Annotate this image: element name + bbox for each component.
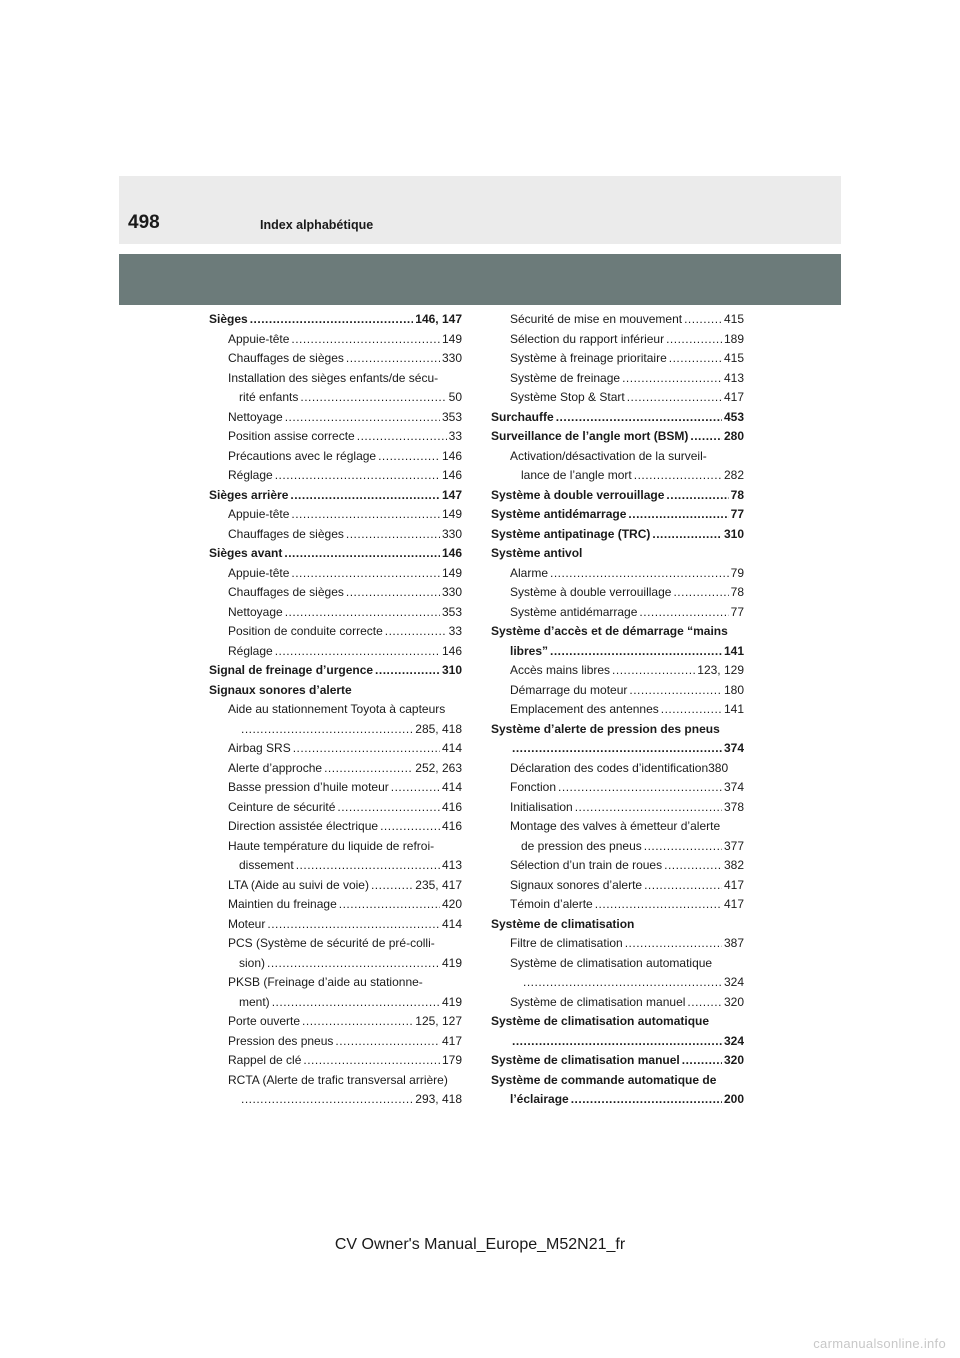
index-entry-term: Système de climatisation [491, 916, 635, 931]
index-entry-term: Système de freinage [510, 370, 621, 385]
index-entry-term: Pression des pneus [228, 1033, 334, 1048]
index-entry-term: Montage des valves à émetteur d’alerte [510, 819, 721, 833]
dot-leader [291, 505, 440, 525]
index-entry-term: Aide au stationnement Toyota à capteurs [228, 702, 446, 716]
index-entry-page: 353 [441, 604, 462, 619]
index-entry [491, 486, 744, 506]
index-entry [209, 369, 462, 389]
dot-leader [556, 408, 722, 428]
dot-leader [346, 583, 440, 603]
index-entry [491, 1090, 744, 1110]
dot-leader [639, 603, 728, 623]
index-entry-page: 146, 147 [415, 312, 462, 326]
index-entry-term: Nettoyage [228, 604, 283, 619]
index-entry-term: Sécurité de mise en mouvement [510, 312, 683, 326]
index-entry-term: Signaux sonores d’alerte [510, 877, 643, 892]
index-entry-page: 387 [723, 936, 744, 950]
dot-leader [595, 895, 722, 915]
index-entry-term: Fonction [510, 780, 557, 794]
index-entry-page: 149 [441, 331, 462, 346]
index-entry-term: Témoin d’alerte [510, 897, 593, 911]
index-entry-term: ment) [239, 994, 270, 1009]
index-entry-page: 50 [448, 390, 462, 404]
dot-leader [335, 1032, 440, 1052]
dot-leader [300, 388, 446, 408]
index-entry-term: Direction assistée électrique [228, 819, 379, 833]
index-entry [209, 505, 462, 525]
index-entry-term: PCS (Système de sécurité de pré-colli- [228, 936, 435, 950]
index-entry [491, 447, 744, 467]
index-entry [491, 369, 744, 389]
index-entry [491, 661, 744, 681]
index-entry-term: Chauffages de sièges [228, 351, 344, 365]
index-entry [491, 993, 744, 1013]
index-entry-term: Sélection du rapport inférieur [510, 331, 665, 346]
index-entry [491, 739, 744, 759]
index-entry-page: 413 [441, 858, 462, 872]
index-entry [491, 349, 744, 369]
index-entry [209, 408, 462, 428]
index-entry-term: Signaux sonores d’alerte [209, 682, 352, 697]
index-entry-page: 330 [441, 351, 462, 365]
index-entry-term: Accès mains libres [510, 663, 611, 677]
index-entry [491, 700, 744, 720]
index-entry-term: Système de climatisation manuel [510, 994, 686, 1009]
index-entry-term: Sièges arrière [209, 487, 289, 502]
index-entry [209, 330, 462, 350]
index-entry [491, 973, 744, 993]
dot-leader [272, 993, 440, 1013]
index-entry [209, 622, 462, 642]
index-entry [491, 622, 744, 642]
index-entry [209, 447, 462, 467]
index-entry-term: Alerte d’approche [228, 760, 323, 775]
dot-leader [378, 447, 440, 467]
index-entry [209, 954, 462, 974]
index-entry-page: 146 [441, 546, 462, 560]
index-entry [209, 759, 462, 779]
dot-leader [625, 934, 722, 954]
dot-leader [291, 564, 440, 584]
index-entry [209, 466, 462, 486]
index-entry [491, 817, 744, 837]
dot-leader [550, 642, 722, 662]
index-entry [491, 798, 744, 818]
index-entry-page: 252, 263 [415, 760, 462, 775]
index-entry-term: PKSB (Freinage d’aide au stationne- [228, 975, 423, 989]
dot-leader [291, 330, 440, 350]
index-entry-page: 419 [441, 955, 462, 970]
index-entry-page: 149 [441, 565, 462, 580]
index-entry [491, 1051, 744, 1071]
dot-leader [296, 856, 440, 876]
index-entry-page: 382 [723, 858, 744, 872]
index-entry-term: Maintien du freinage [228, 897, 337, 911]
watermark: carmanualsonline.info [813, 1336, 946, 1351]
index-entry-term: Haute température du liquide de refroi- [228, 838, 435, 853]
index-entry [209, 720, 462, 740]
index-entry-page: 125, 127 [415, 1014, 462, 1028]
index-entry-term: Porte ouverte [228, 1014, 301, 1028]
index-entry [491, 603, 744, 623]
index-entry [491, 1032, 744, 1052]
dot-leader [337, 798, 440, 818]
index-entry-term: Alarme [510, 565, 549, 580]
dot-leader [550, 564, 729, 584]
index-entry [209, 603, 462, 623]
index-entry [491, 310, 744, 330]
dot-leader [324, 759, 413, 779]
index-entry [491, 427, 744, 447]
dot-leader [571, 1090, 722, 1110]
index-entry-page: 324 [723, 975, 744, 989]
index-entry-page: 320 [723, 994, 744, 1009]
dot-leader [293, 739, 440, 759]
index-entry-term: Système d’accès et de démarrage “mains [491, 624, 728, 638]
index-entry [491, 915, 744, 935]
index-entry [491, 934, 744, 954]
index-entry-term: Système de climatisation automatique [510, 955, 713, 970]
index-entry [491, 330, 744, 350]
index-entry-term: Position assise correcte [228, 429, 355, 443]
index-entry-term: Système de climatisation automatique [491, 1014, 710, 1028]
index-entry [491, 720, 744, 740]
index-entry-term: Airbag SRS [228, 741, 291, 755]
index-entry [209, 1051, 462, 1071]
dot-leader [690, 427, 722, 447]
index-entry [491, 466, 744, 486]
index-entry [491, 837, 744, 857]
index-entry-term: Précautions avec le réglage [228, 448, 377, 463]
index-entry-page: 149 [441, 507, 462, 521]
index-entry [209, 915, 462, 935]
dot-leader [612, 661, 695, 681]
index-entry-term: sion) [239, 955, 266, 970]
dot-leader [669, 349, 722, 369]
index-entry [209, 1032, 462, 1052]
dot-leader [684, 310, 722, 330]
dot-leader [682, 1051, 722, 1071]
index-entry-term: Système d’alerte de pression des pneus [491, 721, 720, 736]
dot-leader [391, 778, 440, 798]
dot-leader [512, 739, 722, 759]
index-entry [209, 388, 462, 408]
dot-leader [357, 427, 447, 447]
index-entry-term: Système à double verrouillage [491, 487, 665, 502]
dot-leader [267, 954, 440, 974]
index-entry-page: 453 [723, 409, 744, 424]
index-entry-term: Appuie-tête [228, 331, 290, 346]
index-entry-term: Système antipatinage (TRC) [491, 526, 651, 541]
index-entry-term: Démarrage du moteur [510, 682, 628, 697]
index-entry-page: 378 [723, 799, 744, 814]
dot-leader [290, 486, 440, 506]
index-entry-term: Surveillance de l’angle mort (BSM) [491, 429, 689, 443]
index-entry-term: Sièges [209, 312, 248, 326]
index-entry-page: 374 [723, 741, 744, 755]
index-entry [209, 661, 462, 681]
index-entry [209, 486, 462, 506]
dot-leader [666, 330, 722, 350]
index-entry [491, 954, 744, 974]
index-entry-term: dissement [239, 858, 294, 872]
index-entry [209, 739, 462, 759]
index-entry-term: Ceinture de sécurité [228, 799, 336, 814]
index-entry [209, 1071, 462, 1091]
index-entry [209, 544, 462, 564]
dot-leader [634, 466, 722, 486]
index-entry [491, 759, 744, 779]
dot-leader [346, 349, 440, 369]
index-entry-term: Système de climatisation manuel [491, 1053, 680, 1067]
index-entry-term: Position de conduite correcte [228, 624, 383, 638]
index-entry-term: Emplacement des antennes [510, 702, 659, 716]
index-entry-term: Système antidémarrage [491, 507, 627, 521]
index-entry-page: 416 [441, 819, 462, 833]
dot-leader [285, 408, 440, 428]
index-entry [491, 1012, 744, 1032]
dot-leader [661, 700, 722, 720]
dot-leader [644, 837, 722, 857]
index-entry-page: 414 [441, 916, 462, 931]
index-entry-term: Filtre de climatisation [510, 936, 623, 950]
index-entry-page: 282 [723, 468, 744, 482]
dot-leader [285, 603, 440, 623]
index-entry-page: 33 [448, 624, 462, 638]
index-entry-page: 330 [441, 585, 462, 599]
index-entry-term: Initialisation [510, 799, 573, 814]
index-entry-page: 146 [441, 468, 462, 482]
index-entry-page: 141 [723, 702, 744, 716]
dot-leader [629, 681, 722, 701]
index-entry [491, 583, 744, 603]
index-entry-page: 285, 418 [415, 721, 462, 736]
index-entry-page: 415 [723, 312, 744, 326]
index-entry-page: 79 [730, 565, 744, 580]
index-entry [209, 525, 462, 545]
index-entry-term: l’éclairage [510, 1092, 569, 1106]
index-entry [491, 544, 744, 564]
index-entry-term: libres” [510, 643, 549, 658]
dot-leader [275, 466, 440, 486]
index-entry [209, 564, 462, 584]
dot-leader [666, 486, 728, 506]
index-entry-term: Basse pression d’huile moteur [228, 780, 389, 794]
index-entry-page: 293, 418 [415, 1092, 462, 1106]
index-entry-term: Activation/désactivation de la surveil- [510, 448, 707, 463]
index-entry-term: Appuie-tête [228, 565, 290, 580]
index-entry [209, 681, 462, 701]
index-entry [209, 895, 462, 915]
dot-leader [558, 778, 722, 798]
index-entry-page: 77 [730, 604, 744, 619]
index-entry-term: Système antidémarrage [510, 604, 638, 619]
index-entry-term: de pression des pneus [521, 838, 642, 853]
index-entry-term: rité enfants [239, 390, 299, 404]
dot-leader [250, 310, 414, 330]
index-entry-page: 123, 129 [697, 663, 744, 677]
index-column-right [491, 310, 744, 1110]
index-entry-page: 417 [723, 877, 744, 892]
dot-leader [673, 583, 728, 603]
dot-leader [385, 622, 447, 642]
dot-leader [339, 895, 440, 915]
index-entry-page: 380 [708, 760, 729, 775]
index-entry-term: Réglage [228, 643, 273, 658]
index-entry-term: Réglage [228, 468, 273, 482]
index-entry-term: Nettoyage [228, 409, 283, 424]
index-entry-term: Chauffages de sièges [228, 585, 344, 599]
index-entry-page: 330 [441, 526, 462, 541]
index-entry-page: 189 [723, 331, 744, 346]
dot-leader [346, 525, 440, 545]
dot-leader [652, 525, 722, 545]
index-entry-page: 374 [723, 780, 744, 794]
index-entry-page: 324 [723, 1033, 744, 1048]
index-entry-page: 78 [730, 487, 744, 502]
index-entry-page: 280 [723, 429, 744, 443]
index-entry-term: Chauffages de sièges [228, 526, 344, 541]
index-entry [491, 876, 744, 896]
index-entry-page: 416 [441, 799, 462, 814]
dot-leader [628, 505, 728, 525]
index-entry [209, 427, 462, 447]
index-entry-term: Signal de freinage d’urgence [209, 663, 374, 677]
dot-leader [267, 915, 440, 935]
index-entry-page: 78 [730, 585, 744, 599]
section-banner [119, 254, 841, 305]
footer-manual-id: CV Owner's Manual_Europe_M52N21_fr [334, 1236, 626, 1253]
index-entry [491, 681, 744, 701]
dot-leader [380, 817, 440, 837]
index-entry [209, 700, 462, 720]
index-entry [491, 564, 744, 584]
dot-leader [284, 544, 440, 564]
index-entry [209, 778, 462, 798]
index-entry-page: 141 [723, 643, 744, 658]
section-title: Index alphabétique [260, 218, 374, 232]
index-entry-term: Système de commande automatique de [491, 1072, 717, 1087]
index-entry-term: Sélection d’un train de roues [510, 858, 663, 872]
index-entry-page: 180 [723, 682, 744, 697]
dot-leader [622, 369, 722, 389]
index-entry [209, 642, 462, 662]
dot-leader [687, 993, 722, 1013]
index-entry [491, 856, 744, 876]
index-entry-term: LTA (Aide au suivi de voie) [228, 877, 369, 892]
index-entry [209, 876, 462, 896]
index-entry [209, 349, 462, 369]
header-band [119, 176, 841, 244]
index-entry-page: 419 [441, 994, 462, 1009]
dot-leader [241, 720, 413, 740]
dot-leader [627, 388, 722, 408]
index-entry [209, 1012, 462, 1032]
dot-leader [664, 856, 722, 876]
index-entry-page: 353 [441, 409, 462, 424]
index-entry [491, 1071, 744, 1091]
index-entry-page: 417 [441, 1033, 462, 1048]
index-entry-term: Système à freinage prioritaire [510, 351, 667, 365]
index-entry-page: 146 [441, 448, 462, 463]
index-entry-page: 310 [441, 663, 462, 677]
index-entry-page: 146 [441, 643, 462, 658]
dot-leader [241, 1090, 413, 1110]
index-entry-page: 320 [723, 1053, 744, 1067]
index-entry [209, 973, 462, 993]
dot-leader [523, 973, 722, 993]
index-entry [209, 1090, 462, 1110]
dot-leader [371, 876, 413, 896]
index-entry-page: 235, 417 [415, 877, 462, 892]
index-entry-page: 377 [723, 838, 744, 853]
dot-leader [644, 876, 722, 896]
index-entry-term: Système antivol [491, 546, 583, 560]
index-entry [209, 934, 462, 954]
index-entry-page: 417 [723, 390, 744, 404]
page-number: 498 [128, 212, 160, 233]
dot-leader [375, 661, 440, 681]
index-entry-term: lance de l’angle mort [521, 468, 632, 482]
index-entry [209, 583, 462, 603]
index-entry-term: Rappel de clé [228, 1053, 302, 1067]
dot-leader [512, 1032, 722, 1052]
dot-leader [303, 1051, 440, 1071]
index-entry-page: 310 [723, 526, 744, 541]
index-entry-term: Surchauffe [491, 409, 554, 424]
index-entry [491, 388, 744, 408]
index-entry-term: Sièges avant [209, 546, 283, 560]
index-column-left [209, 310, 462, 1110]
index-entry [209, 310, 462, 330]
index-entry-page: 77 [730, 507, 744, 521]
index-entry-page: 179 [441, 1053, 462, 1067]
index-entry [491, 895, 744, 915]
index-entry [491, 408, 744, 428]
dot-leader [575, 798, 722, 818]
index-entry-page: 414 [441, 780, 462, 794]
index-entry-page: 33 [448, 429, 462, 443]
index-entry-page: 417 [723, 897, 744, 911]
index-entry-term: Système à double verrouillage [510, 585, 672, 599]
index-entry [491, 642, 744, 662]
index-entry-page: 415 [723, 351, 744, 365]
index-entry-term: Appuie-tête [228, 507, 290, 521]
index-entry-term: Moteur [228, 916, 266, 931]
index-entry-term: RCTA (Alerte de trafic transversal arrière) [228, 1072, 448, 1087]
index-entry-term: Installation des sièges enfants/de sécu- [228, 370, 439, 385]
index-entry [491, 505, 744, 525]
dot-leader [302, 1012, 413, 1032]
index-entry [209, 817, 462, 837]
index-entry-page: 413 [723, 370, 744, 385]
index-entry-page: 420 [441, 897, 462, 911]
index-entry [491, 525, 744, 545]
index-entry-term: Système Stop & Start [510, 390, 625, 404]
index-entry [209, 837, 462, 857]
index-entry-page: 414 [441, 741, 462, 755]
index-entry [491, 778, 744, 798]
index-entry-page: 147 [441, 487, 462, 502]
index-entry [209, 798, 462, 818]
dot-leader [275, 642, 440, 662]
index-entry [209, 993, 462, 1013]
index-entry-term: Déclaration des codes d’identification [510, 760, 709, 775]
index-entry [209, 856, 462, 876]
index-entry-page: 200 [723, 1092, 744, 1106]
